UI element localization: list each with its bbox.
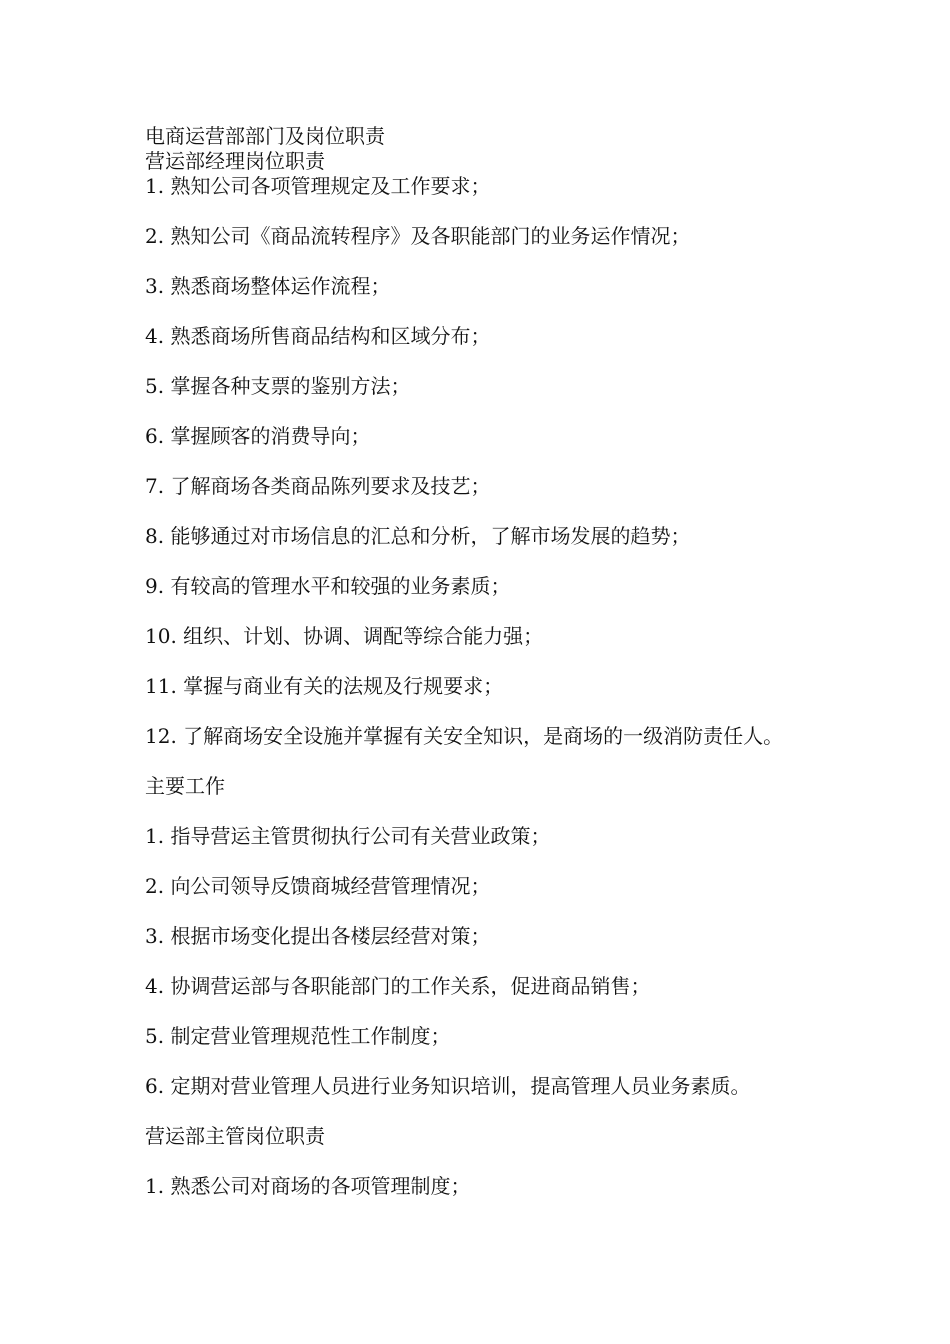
list-item: 7. 了解商场各类商品陈列要求及技艺； (145, 474, 491, 498)
list-item: 5. 掌握各种支票的鉴别方法； (145, 374, 411, 398)
list-item: 10. 组织、计划、协调、调配等综合能力强； (145, 624, 544, 648)
list-item: 6. 掌握顾客的消费导向； (145, 424, 371, 448)
list-item: 8. 能够通过对市场信息的汇总和分析，了解市场发展的趋势； (145, 524, 691, 548)
list-item: 12. 了解商场安全设施并掌握有关安全知识，是商场的一级消防责任人。 (145, 724, 784, 748)
section-heading-supervisor-duties: 营运部主管岗位职责 (145, 1124, 325, 1148)
list-item: 2. 熟知公司《商品流转程序》及各职能部门的业务运作情况； (145, 224, 691, 248)
list-item: 3. 根据市场变化提出各楼层经营对策； (145, 924, 491, 948)
list-item: 2. 向公司领导反馈商城经营管理情况； (145, 874, 491, 898)
list-item: 1. 熟知公司各项管理规定及工作要求； (145, 174, 491, 198)
list-item: 9. 有较高的管理水平和较强的业务素质； (145, 574, 511, 598)
list-item: 1. 指导营运主管贯彻执行公司有关营业政策； (145, 824, 551, 848)
list-item: 5. 制定营业管理规范性工作制度； (145, 1024, 451, 1048)
list-item: 4. 熟悉商场所售商品结构和区域分布； (145, 324, 491, 348)
section-heading-main-work: 主要工作 (145, 774, 225, 798)
list-item: 6. 定期对营业管理人员进行业务知识培训，提高管理人员业务素质。 (145, 1074, 751, 1098)
list-item: 1. 熟悉公司对商场的各项管理制度； (145, 1174, 471, 1198)
list-item: 3. 熟悉商场整体运作流程； (145, 274, 391, 298)
list-item: 11. 掌握与商业有关的法规及行规要求； (145, 674, 504, 698)
document-body (145, 124, 815, 1199)
list-item: 4. 协调营运部与各职能部门的工作关系，促进商品销售； (145, 974, 651, 998)
section-heading-manager-duties: 营运部经理岗位职责 (145, 149, 325, 173)
document-title: 电商运营部部门及岗位职责 (145, 124, 385, 148)
